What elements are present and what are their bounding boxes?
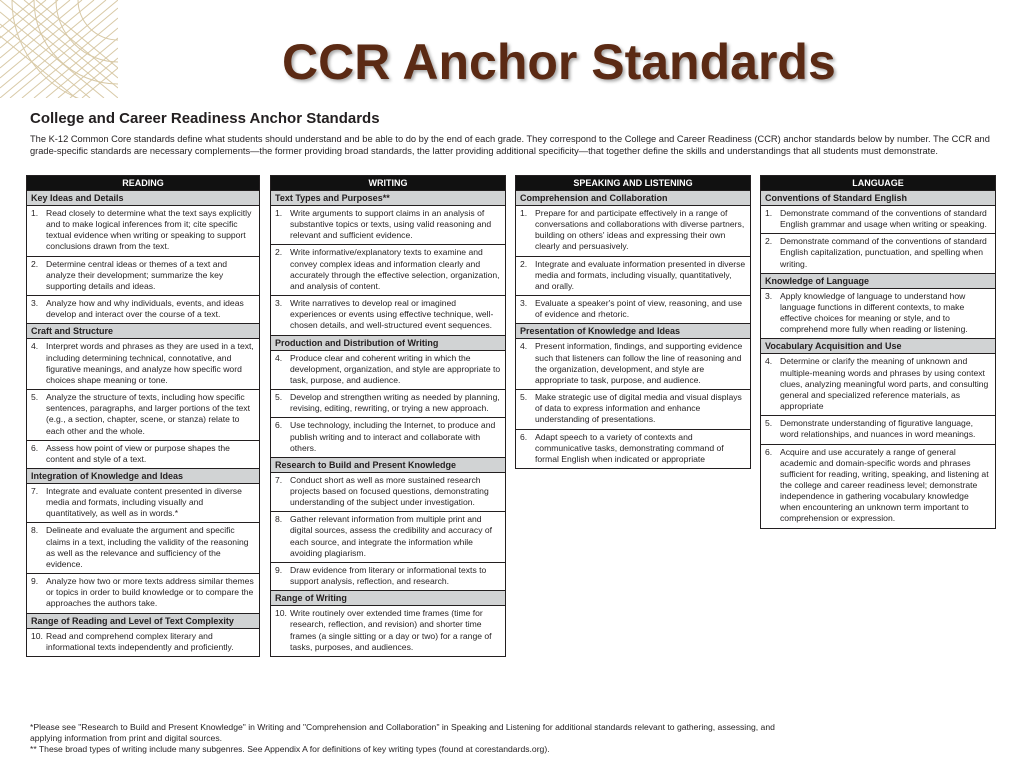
standard-text: Write routinely over extended time frames (time for research, reflection, and revision) and shorter time frames (a single sitting or a day or two) for a range of tasks, purposes, and audiences. xyxy=(290,608,492,652)
standard-number: 10. xyxy=(275,608,287,619)
standard-text: Write informative/explanatory texts to examine and convey complex ideas and information clearly and accurately through the effective selection, organization, and analysis of content. xyxy=(290,247,500,291)
standard-item xyxy=(27,522,259,573)
standard-number: 2. xyxy=(520,258,528,269)
standard-item xyxy=(27,295,259,323)
standard-item xyxy=(271,511,505,562)
section-title: Production and Distribution of Writing xyxy=(271,335,505,350)
standard-item xyxy=(271,389,505,417)
standard-text: Analyze how and why individuals, events, and ideas develop and interact over the course of a text. xyxy=(46,298,244,320)
footnotes xyxy=(30,722,790,755)
standard-text: Determine central ideas or themes of a text and analyze their development; summarize the key supporting details and ideas. xyxy=(46,258,228,291)
standard-number: 6. xyxy=(765,446,773,457)
standard-number: 4. xyxy=(520,341,528,352)
column-header-speaking-listening: SPEAKING AND LISTENING xyxy=(516,176,750,190)
standard-number: 1. xyxy=(31,208,39,218)
standard-text: Interpret words and phrases as they are used in a text, including determining technical, connotative, and figurative meanings, and analyze how specific word choices shape meaning or tone. xyxy=(46,341,254,385)
standard-item xyxy=(516,205,750,256)
section-title: Vocabulary Acquisition and Use xyxy=(761,338,995,353)
footnote: ** These broad types of writing include many subgenres. See Appendix A for definitions of key writing types (found at corestandards.org). xyxy=(30,744,550,754)
intro-paragraph: The K-12 Common Core standards define what students should understand and be able to do by the end of each grade. They correspond to the College and Career Readiness (CCR) anchor standards below by number. The CCR and grade-specific standards are necessary complements—the former providing broad standards, the latter providing additional specificity—that together define the skills and understandings that all students must demonstrate. xyxy=(30,134,990,156)
slide-title: CCR Anchor Standards xyxy=(282,34,836,90)
standard-text: Gather relevant information from multiple print and digital sources, assess the credibility and accuracy of each source, and integrate the information while avoiding plagiarism. xyxy=(290,514,493,558)
standard-item xyxy=(271,562,505,590)
column-header-writing: WRITING xyxy=(271,176,505,190)
column-language xyxy=(760,175,996,529)
standard-text: Analyze how two or more texts address similar themes or topics in order to build knowledge or to compare the approaches the authors take. xyxy=(46,576,254,609)
standard-item xyxy=(271,205,505,244)
standard-item xyxy=(27,389,259,440)
standard-number: 9. xyxy=(31,576,39,587)
standard-item xyxy=(761,444,995,528)
standard-text: Demonstrate command of the conventions of standard English grammar and usage when writing or speaking. xyxy=(780,208,987,230)
standard-number: 5. xyxy=(765,418,773,429)
standard-number: 1. xyxy=(520,208,528,218)
standard-item xyxy=(271,605,505,656)
standard-number: 4. xyxy=(765,356,773,367)
standard-number: 3. xyxy=(275,298,283,309)
standard-text: Present information, findings, and supporting evidence such that listeners can follow the line of reasoning and the organization, development, and style are appropriate to task, purpose, and audience. xyxy=(535,341,743,385)
standard-number: 5. xyxy=(31,392,39,403)
standard-number: 3. xyxy=(520,298,528,309)
decorative-corner-graphic xyxy=(0,0,118,98)
standard-item xyxy=(761,415,995,443)
standard-number: 3. xyxy=(31,298,39,309)
standard-item xyxy=(271,417,505,456)
standard-item xyxy=(761,288,995,339)
standard-item xyxy=(27,573,259,612)
standard-number: 1. xyxy=(275,208,283,218)
document-heading: College and Career Readiness Anchor Standards xyxy=(30,110,380,127)
section-title: Conventions of Standard English xyxy=(761,190,995,205)
standard-item xyxy=(761,205,995,233)
standard-text: Delineate and evaluate the argument and specific claims in a text, including the validity of the reasoning as well as the relevance and sufficiency of the evidence. xyxy=(46,525,249,569)
standard-item xyxy=(761,353,995,415)
standard-text: Acquire and use accurately a range of general academic and domain-specific words and phrases sufficient for reading, writing, speaking, and listening at the college and career readiness level; demonstrate independence in gathering vocabulary knowledge when encountering an unknown term important to comprehension or expression. xyxy=(780,446,989,524)
footnote: *Please see "Research to Build and Present Knowledge" in Writing and "Comprehension and Collaboration" in Speaking and Listening for additional standards relevant to gathering, assessing, and applying information from print and digital sources. xyxy=(30,722,775,743)
column-writing xyxy=(270,175,506,657)
section-title: Key Ideas and Details xyxy=(27,190,259,205)
standard-number: 2. xyxy=(31,258,39,269)
standard-item xyxy=(27,338,259,389)
standard-text: Write narratives to develop real or imagined experiences or events using effective technique, well-chosen details, and well-structured event sequences. xyxy=(290,298,494,331)
standard-item xyxy=(516,429,750,468)
standard-item xyxy=(516,389,750,428)
standard-text: Integrate and evaluate information presented in diverse media and formats, including visually, quantitatively, and orally. xyxy=(535,258,746,291)
standard-number: 2. xyxy=(765,236,773,247)
standard-text: Read closely to determine what the text says explicitly and to make logical inferences from it; cite specific textual evidence when writing or speaking to support conclusions drawn from the text. xyxy=(46,208,252,252)
standard-item xyxy=(761,233,995,272)
standard-number: 9. xyxy=(275,564,283,575)
column-speaking-listening xyxy=(515,175,751,469)
standard-text: Read and comprehend complex literary and informational texts independently and proficiently. xyxy=(46,630,234,652)
standard-item xyxy=(27,483,259,522)
standard-text: Apply knowledge of language to understand how language functions in different contexts, to make effective choices for meaning or style, and to comprehend more fully when reading or listening. xyxy=(780,290,968,335)
standard-text: Make strategic use of digital media and visual displays of data to express information and enhance understanding of presentations. xyxy=(535,392,742,425)
standard-text: Analyze the structure of texts, including how specific sentences, paragraphs, and larger portions of the text (e.g., a section, chapter, scene, or stanza) relate to each other and the whole. xyxy=(46,392,250,436)
standard-item xyxy=(271,295,505,334)
standard-text: Prepare for and participate effectively in a range of conversations and collaborations with diverse partners, building on others' ideas and expressing their own clearly and persuasively. xyxy=(535,208,745,252)
section-title: Text Types and Purposes** xyxy=(271,190,505,205)
standard-item xyxy=(516,295,750,323)
standard-number: 3. xyxy=(765,290,773,301)
standard-number: 6. xyxy=(31,442,39,453)
standard-number: 1. xyxy=(765,208,773,218)
standard-text: Integrate and evaluate content presented in diverse media and formats, including visually and quantitatively, as well as in words.* xyxy=(46,485,242,519)
column-header-reading: READING xyxy=(27,176,259,190)
standard-number: 4. xyxy=(31,341,39,352)
standard-number: 7. xyxy=(275,474,283,485)
standard-text: Draw evidence from literary or informational texts to support analysis, reflection, and research. xyxy=(290,564,487,587)
standard-item xyxy=(271,350,505,389)
standard-number: 8. xyxy=(275,514,283,525)
standard-text: Determine or clarify the meaning of unknown and multiple-meaning words and phrases by using context clues, analyzing meaningful word parts, and consulting general and specialized reference materials, as appropriate xyxy=(780,356,989,412)
standard-item xyxy=(516,256,750,295)
standard-item xyxy=(271,472,505,511)
standard-number: 5. xyxy=(520,392,528,403)
standard-item xyxy=(27,205,259,256)
section-title: Presentation of Knowledge and Ideas xyxy=(516,323,750,338)
standard-number: 5. xyxy=(275,392,283,403)
standard-text: Assess how point of view or purpose shapes the content and style of a text. xyxy=(46,442,230,464)
section-title: Knowledge of Language xyxy=(761,273,995,288)
standard-number: 10. xyxy=(31,630,43,641)
standard-text: Use technology, including the Internet, to produce and publish writing and to interact and collaborate with others. xyxy=(290,420,496,453)
section-title: Craft and Structure xyxy=(27,323,259,338)
standard-item xyxy=(516,338,750,389)
standard-number: 7. xyxy=(31,485,39,496)
section-title: Range of Writing xyxy=(271,590,505,605)
standard-number: 4. xyxy=(275,352,283,363)
standard-text: Conduct short as well as more sustained research projects based on focused questions, demonstrating understanding of the subject under investigation. xyxy=(290,474,489,508)
standard-text: Develop and strengthen writing as needed by planning, revising, editing, rewriting, or trying a new approach. xyxy=(290,392,500,414)
standard-item xyxy=(27,256,259,295)
standard-item xyxy=(271,244,505,295)
standard-number: 6. xyxy=(520,431,528,442)
standard-text: Evaluate a speaker's point of view, reasoning, and use of evidence and rhetoric. xyxy=(535,298,743,320)
standard-item xyxy=(27,440,259,468)
standard-number: 2. xyxy=(275,247,283,258)
column-reading xyxy=(26,175,260,657)
standard-text: Write arguments to support claims in an analysis of substantive topics or texts, using valid reasoning and relevant and sufficient evidence. xyxy=(290,208,492,241)
standard-text: Demonstrate command of the conventions of standard English capitalization, punctuation, and spelling when writing. xyxy=(780,236,987,269)
standard-text: Produce clear and coherent writing in which the development, organization, and style are appropriate to task, purpose, and audience. xyxy=(290,352,501,385)
standard-number: 8. xyxy=(31,525,39,536)
standard-text: Adapt speech to a variety of contexts and communicative tasks, demonstrating command of formal English when indicated or appropriate xyxy=(535,431,724,464)
section-title: Research to Build and Present Knowledge xyxy=(271,457,505,472)
standard-item xyxy=(27,628,259,656)
standard-text: Demonstrate understanding of figurative language, word relationships, and nuances in word meanings. xyxy=(780,418,976,440)
section-title: Integration of Knowledge and Ideas xyxy=(27,468,259,483)
standard-number: 6. xyxy=(275,420,283,431)
section-title: Range of Reading and Level of Text Complexity xyxy=(27,613,259,628)
column-header-language: LANGUAGE xyxy=(761,176,995,190)
section-title: Comprehension and Collaboration xyxy=(516,190,750,205)
